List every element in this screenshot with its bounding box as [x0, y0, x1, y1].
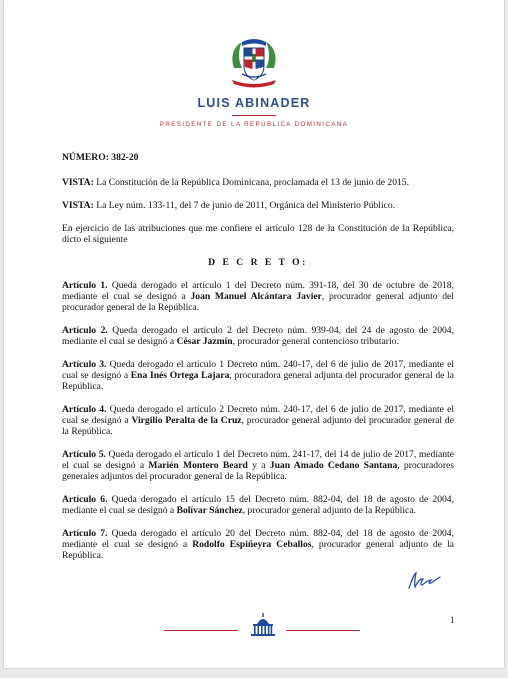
vista-label: VISTA:	[62, 200, 94, 211]
article-text: , procuradora general adjunta del procurador general de la República.	[62, 370, 454, 392]
vista-paragraph	[62, 177, 454, 188]
designee-name: Bolívar Sánchez	[176, 505, 243, 516]
article-text: Queda derogado el artículo 1 del Decreto núm. 391-18, del 30 de octubre de 2018, mediante el cual se designó a	[62, 280, 455, 302]
designee-name: Virgilio Peralta de la Cruz	[131, 415, 242, 426]
article-text: Queda derogado el artículo 2 Decreto núm. 240-17, del 6 de julio de 2017, mediante el cual se designó a	[62, 404, 454, 426]
article-label: Artículo 5.	[62, 449, 106, 460]
article-paragraph	[62, 280, 454, 313]
footer-divider	[286, 630, 360, 631]
article-label: Artículo 7.	[62, 528, 108, 539]
designee-name: Joan Manuel Alcántara Javier	[190, 291, 322, 302]
article-paragraph	[62, 494, 454, 516]
article-text: y a	[247, 460, 270, 471]
article-text: , procurador general contencioso tributario.	[232, 336, 399, 347]
president-name: LUIS ABINADER	[197, 96, 311, 110]
vista-label: VISTA:	[62, 177, 94, 188]
article-paragraph	[62, 404, 454, 437]
president-title: PRESIDENTE DE LA REPÚBLICA DOMINICANA	[159, 121, 349, 128]
decree-number: NÚMERO: 382-20	[62, 152, 139, 163]
article-text: Queda derogado el artículo 20 del Decreto núm. 882-04, del 18 de agosto de 2004, mediante el cual se designó a	[62, 528, 454, 550]
article-label: Artículo 6.	[62, 494, 108, 505]
article-text: Queda derogado el artículo 15 del Decreto núm. 882-04, del 18 de agosto de 2004, mediante el cual se designó a	[62, 494, 454, 516]
article-text: , procuradores generales adjuntos del procurador general de la República.	[62, 460, 455, 482]
footer-divider	[164, 630, 238, 631]
article-text: , procurador general adjunto del procurador general de la República.	[62, 415, 454, 437]
article-text: , procurador general adjunto de la República.	[242, 505, 416, 516]
vista-paragraph	[62, 200, 454, 211]
coat-of-arms-icon	[226, 34, 282, 90]
article-paragraph	[62, 359, 454, 392]
designee-name: Rodolfo Espiñeyra Ceballos	[192, 539, 312, 550]
vista-text: La Constitución de la República Dominicana, proclamada el 13 de junio de 2015.	[93, 177, 409, 188]
article-text: Queda derogado el artículo 1 del Decreto núm. 241-17, del 14 de julio de 2017, mediante el cual se designó a	[62, 449, 454, 471]
article-text: , procurador general adjunto de la República.	[62, 539, 454, 561]
preamble-paragraph: En ejercicio de las atribuciones que me confiere el artículo 128 de la Constitución de la República, dicto el siguiente	[62, 223, 454, 245]
signature-initials	[406, 570, 442, 592]
designee-name: Ena Inés Ortega Lajara	[130, 370, 230, 381]
document-page	[4, 0, 504, 668]
name-underline	[232, 115, 276, 116]
designee-name: Juan Amado Cedano Santana	[269, 460, 398, 471]
article-label: Artículo 1.	[62, 280, 108, 291]
article-text: Queda derogado el artículo 2 del Decreto núm. 939-04, del 24 de agosto de 2004, mediante el cual se designó a	[62, 325, 455, 347]
article-text: , procurador general adjunto del procurador general de la República.	[62, 291, 454, 313]
article-label: Artículo 4.	[62, 404, 107, 415]
palace-icon	[248, 612, 278, 638]
article-paragraph	[62, 325, 454, 347]
vista-text: La Ley núm. 133-11, del 7 de junio de 2011, Orgánica del Ministerio Público.	[93, 200, 396, 211]
designee-name: César Jazmín	[176, 336, 233, 347]
decree-body	[62, 152, 454, 573]
article-label: Artículo 2.	[62, 325, 108, 336]
article-text: Queda derogado el artículo 1 Decreto núm. 240-17, del 6 de julio de 2017, mediante el cual se designó a	[62, 359, 454, 381]
page-number: 1	[450, 616, 455, 626]
article-paragraph	[62, 449, 454, 482]
decreto-heading: D E C R E T O:	[208, 257, 308, 268]
article-label: Artículo 3.	[62, 359, 107, 370]
article-paragraph	[62, 528, 454, 561]
designee-name: Marién Montero Beard	[148, 460, 248, 471]
